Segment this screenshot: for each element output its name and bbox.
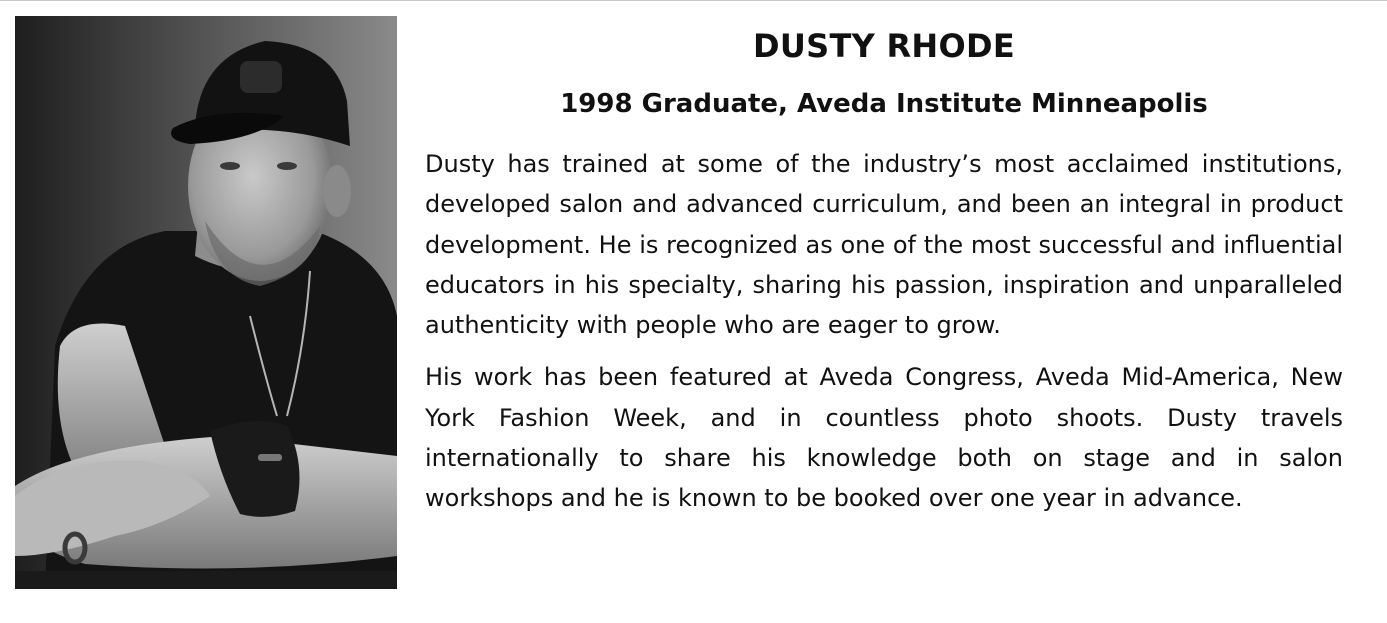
top-divider (0, 0, 1387, 1)
portrait-photo (15, 16, 397, 589)
person-name: DUSTY RHODE (752, 27, 1016, 65)
bio-paragraph: His work has been featured at Aveda Congress, Aveda Mid-America, New York Fashion Week, and in countless photo shoots. Dusty travels internationally to share his knowledge both on stage and in salon workshops and he is known to be booked over one year in advance. (425, 363, 1343, 513)
bio-paragraph: Dusty has trained at some of the industry’s most acclaimed institutions, developed salon and advanced curriculum, and been an integral in product development. He is recognized as one of the most successful and influential educators in his specialty, sharing his passion, inspiration and unparalleled authenticity with people who are eager to grow. (425, 150, 1343, 340)
bio-section (425, 22, 1343, 519)
person-subtitle: 1998 Graduate, Aveda Institute Minneapolis (560, 89, 1208, 119)
portrait-illustration (15, 16, 397, 589)
